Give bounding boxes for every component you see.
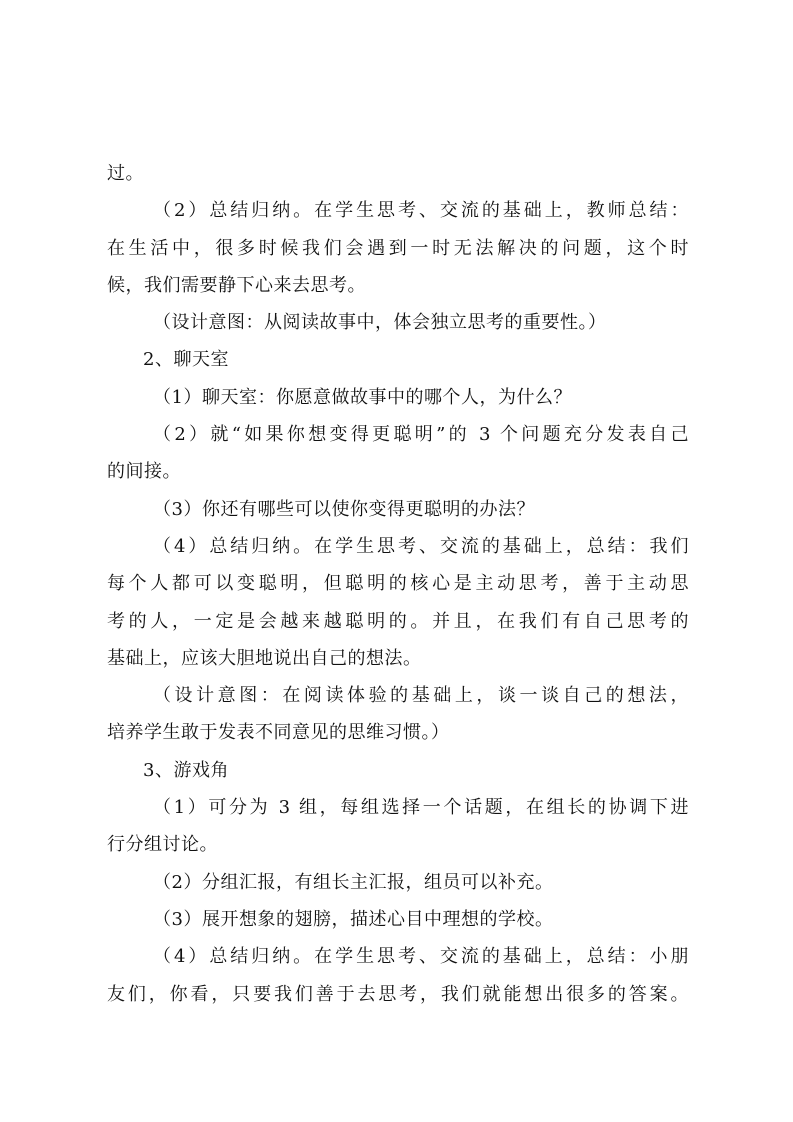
paragraph-line: 的间接。 <box>107 461 181 483</box>
paragraph-line: （4）总结归纳。在学生思考、交流的基础上，总结：我们 <box>153 535 689 557</box>
paragraph-line: （2）就“如果你想变得更聪明”的 3 个问题充分发表自己 <box>153 424 689 446</box>
paragraph-line: （4）总结归纳。在学生思考、交流的基础上，总结：小朋 <box>153 946 689 968</box>
paragraph-line: 过。 <box>107 163 144 184</box>
paragraph-line: 友们，你看，只要我们善于去思考，我们就能想出很多的答案。 <box>107 983 689 1005</box>
section-heading: 3、游戏角 <box>143 759 229 781</box>
paragraph-line: 行分组讨论。 <box>107 834 218 856</box>
paragraph-line: （1）可分为 3 组，每组选择一个话题，在组长的协调下进 <box>153 797 689 819</box>
paragraph-line: （3）展开想象的翅膀，描述心目中理想的学校。 <box>153 908 554 930</box>
paragraph-line: 在生活中，很多时候我们会遇到一时无法解决的问题，这个时 <box>107 237 689 259</box>
paragraph-line: （1）聊天室：你愿意做故事中的哪个人，为什么？ <box>153 386 572 408</box>
paragraph-line: 每个人都可以变聪明，但聪明的核心是主动思考，善于主动思 <box>107 573 689 595</box>
paragraph-line: 候，我们需要静下心来去思考。 <box>107 274 366 296</box>
paragraph-line: 培养学生敢于发表不同意见的思维习惯。） <box>107 722 450 744</box>
document-body <box>107 155 689 1013</box>
paragraph-line: 基础上，应该大胆地说出自己的想法。 <box>107 647 422 669</box>
paragraph-line: （设计意图：从阅读故事中，体会独立思考的重要性。） <box>153 312 607 334</box>
paragraph-line: （3）你还有哪些可以使你变得更聪明的办法？ <box>153 498 535 520</box>
paragraph-line: （设计意图：在阅读体验的基础上，谈一谈自己的想法， <box>153 685 689 707</box>
paragraph-line: （2）总结归纳。在学生思考、交流的基础上，教师总结： <box>153 200 689 222</box>
paragraph-line: （2）分组汇报，有组长主汇报，组员可以补充。 <box>153 871 554 893</box>
paragraph-line: 考的人，一定是会越来越聪明的。并且，在我们有自己思考的 <box>107 610 689 632</box>
section-heading: 2、聊天室 <box>143 349 229 371</box>
